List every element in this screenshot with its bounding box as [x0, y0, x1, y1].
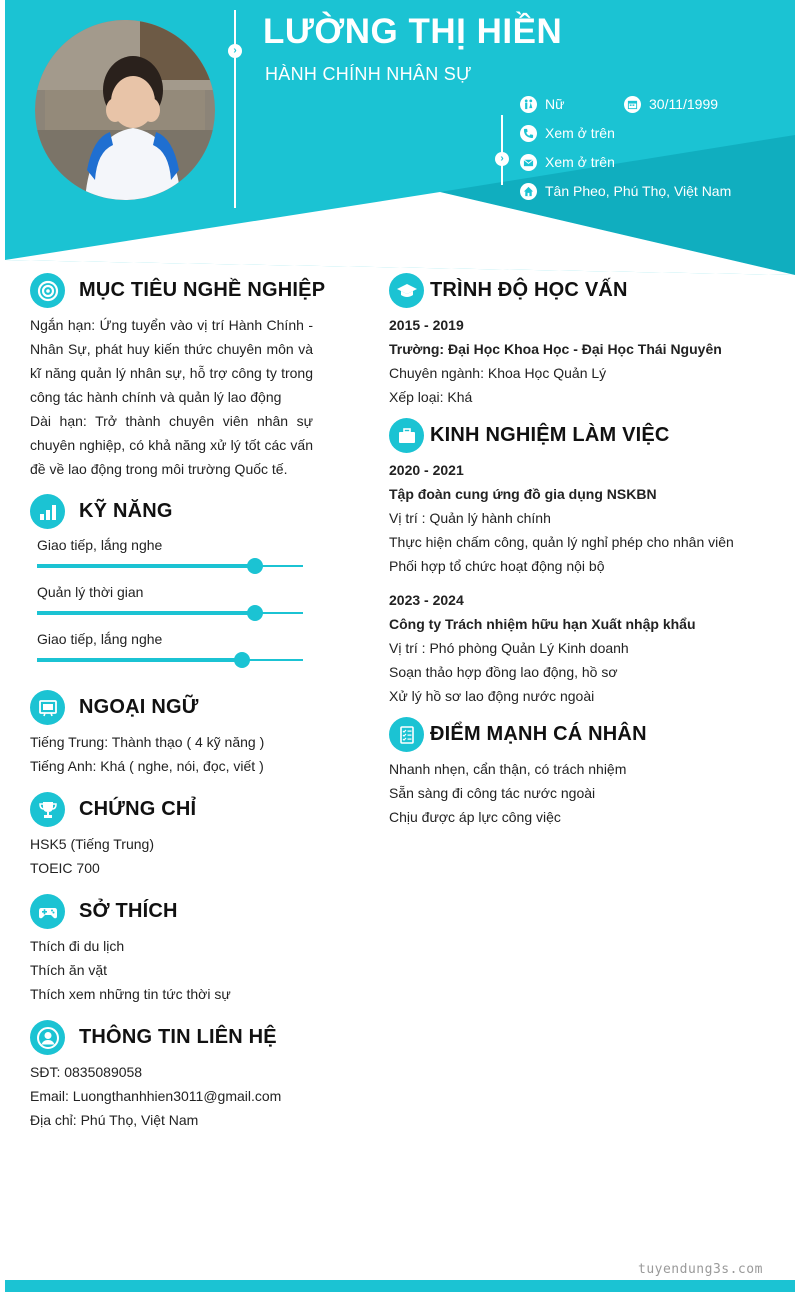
calendar-icon [624, 96, 641, 113]
education-grade: Xếp loại: Khá [389, 389, 473, 405]
skills-heading [30, 494, 173, 529]
skill-bar [37, 659, 303, 661]
certificate-board-icon [30, 690, 65, 725]
job-company: Công ty Trách nhiệm hữu hạn Xuất nhập khẩu [389, 616, 696, 632]
hobbies-title: SỞ THÍCH [79, 900, 178, 922]
strengths-heading [389, 717, 647, 752]
job-detail: Soạn thảo hợp đồng lao động, hồ sơ [389, 664, 618, 680]
gender-value: Nữ [545, 96, 565, 112]
education-period: 2015 - 2019 [389, 317, 464, 333]
hobby-item: Thích đi du lịch [30, 938, 125, 954]
experience-heading [389, 418, 670, 453]
strengths-title: ĐIỂM MẠNH CÁ NHÂN [430, 723, 647, 745]
trophy-icon [30, 792, 65, 827]
skill-label: Giao tiếp, lắng nghe [37, 631, 163, 647]
certificates-title: CHỨNG CHỈ [79, 798, 197, 820]
skill-bar-knob [247, 558, 263, 574]
profile-photo [35, 20, 215, 200]
hobby-item: Thích ăn vặt [30, 962, 108, 978]
certificate-item: HSK5 (Tiếng Trung) [30, 836, 154, 852]
address-value: Tân Pheo, Phú Thọ, Việt Nam [545, 183, 732, 199]
skill-bar-fill [37, 658, 242, 662]
objective-heading [30, 273, 325, 308]
hobby-item: Thích xem những tin tức thời sự [30, 986, 231, 1002]
skill-bar-knob [247, 605, 263, 621]
gamepad-icon [30, 894, 65, 929]
job-period: 2020 - 2021 [389, 462, 464, 478]
contact-heading [30, 1020, 277, 1055]
education-title: TRÌNH ĐỘ HỌC VẤN [430, 279, 628, 301]
email-value: Xem ở trên [545, 154, 615, 170]
skills-title: KỸ NĂNG [79, 500, 173, 522]
strength-item: Nhanh nhẹn, cẩn thận, có trách nhiệm [389, 761, 627, 777]
target-icon [30, 273, 65, 308]
skill-bar [37, 565, 303, 567]
contact-email: Email: Luongthanhhien3011@gmail.com [30, 1088, 282, 1104]
user-circle-icon [30, 1020, 65, 1055]
skill-bar-knob [234, 652, 250, 668]
email-info [520, 153, 615, 171]
job-period: 2023 - 2024 [389, 592, 464, 608]
contact-phone: SĐT: 0835089058 [30, 1064, 143, 1080]
phone-icon [520, 125, 537, 142]
languages-title: NGOẠI NGỮ [79, 696, 199, 718]
header-divider-line [234, 10, 236, 208]
gender-info [520, 95, 564, 113]
gender-icon [520, 96, 537, 113]
watermark-text: tuyendung3s.com [638, 1262, 763, 1277]
home-icon [520, 183, 537, 200]
skill-bar-fill [37, 611, 255, 615]
birthday-value: 30/11/1999 [649, 96, 719, 112]
contact-title: THÔNG TIN LIÊN HỆ [79, 1026, 277, 1048]
footer-bar [5, 1280, 795, 1292]
objective-short-term: Ngắn hạn: Ứng tuyển vào vị trí Hành Chính - Nhân Sự, phát huy kiến thức chuyên môn và kĩ năng quản lý nhân sự, hỗ trợ công ty trong công tác hành chính và quản lý lao động [30, 317, 313, 405]
graduation-cap-icon [389, 273, 424, 308]
checklist-icon [389, 717, 424, 752]
phone-info [520, 124, 615, 142]
job-company: Tập đoàn cung ứng đồ gia dụng NSKBN [389, 486, 657, 502]
languages-heading [30, 690, 199, 725]
job-detail: Vị trí : Quản lý hành chính [389, 510, 551, 526]
mail-icon [520, 154, 537, 171]
objective-long-term: Dài hạn: Trở thành chuyên viên nhân sự chuyên nghiệp, có khả năng xử lý tốt các vấn đề về lao động trong môi trường Quốc tế. [30, 413, 313, 477]
candidate-name: LƯỜNG THỊ HIỀN [263, 12, 563, 51]
certificates-heading [30, 792, 196, 827]
education-school: Trường: Đại Học Khoa Học - Đại Học Thái Nguyên [389, 341, 722, 357]
skill-bar-fill [37, 564, 255, 568]
chevron-right-icon: › [495, 152, 509, 166]
experience-title: KINH NGHIỆM LÀM VIỆC [430, 424, 670, 446]
language-item: Tiếng Trung: Thành thạo ( 4 kỹ năng ) [30, 734, 265, 750]
strength-item: Sẵn sàng đi công tác nước ngoài [389, 785, 596, 801]
job-detail: Thực hiện chấm công, quản lý nghỉ phép cho nhân viên [389, 534, 734, 550]
contact-address: Địa chỉ: Phú Thọ, Việt Nam [30, 1112, 199, 1128]
hobbies-heading [30, 894, 178, 929]
bar-chart-icon [30, 494, 65, 529]
certificate-item: TOEIC 700 [30, 860, 100, 876]
skill-label: Quản lý thời gian [37, 584, 144, 600]
language-item: Tiếng Anh: Khá ( nghe, nói, đọc, viết ) [30, 758, 264, 774]
briefcase-icon [389, 418, 424, 453]
skill-bar [37, 612, 303, 614]
candidate-job-title: HÀNH CHÍNH NHÂN SỰ [265, 64, 472, 84]
objective-title: MỤC TIÊU NGHỀ NGHIỆP [79, 279, 326, 301]
chevron-right-icon: › [228, 44, 242, 58]
skill-label: Giao tiếp, lắng nghe [37, 537, 163, 553]
education-major: Chuyên ngành: Khoa Học Quản Lý [389, 365, 607, 381]
birthday-info [624, 95, 718, 113]
job-detail: Xử lý hồ sơ lao động nước ngoài [389, 688, 595, 704]
education-heading [389, 273, 628, 308]
strength-item: Chịu được áp lực công việc [389, 809, 561, 825]
phone-value: Xem ở trên [545, 125, 615, 141]
info-divider-line [501, 115, 503, 185]
address-info [520, 182, 731, 200]
job-detail: Vị trí : Phó phòng Quản Lý Kinh doanh [389, 640, 629, 656]
job-detail: Phối hợp tổ chức hoạt động nội bộ [389, 558, 605, 574]
